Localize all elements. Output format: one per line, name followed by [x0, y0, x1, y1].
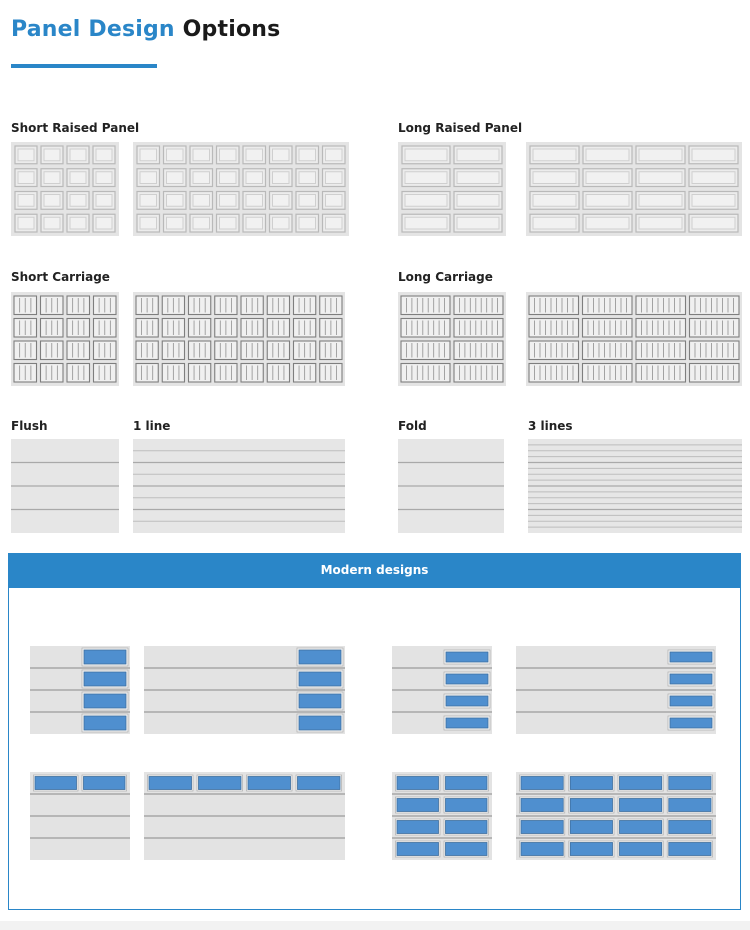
page-title: [11, 17, 280, 42]
label-long-carriage: Long Carriage: [398, 270, 493, 284]
modern-door-right-slim-windows-large: [516, 646, 716, 734]
carriage-panel-cell: [401, 319, 450, 338]
long-carriage-single-door: [398, 292, 506, 386]
modern-door-full-glass-large: [516, 772, 716, 860]
glass-window: [84, 716, 126, 730]
label-short-carriage: Short Carriage: [11, 270, 110, 284]
glass-window: [299, 694, 341, 708]
three-lines-panel-door: [528, 439, 742, 533]
glass-window: [669, 777, 711, 790]
flush-panel-door: [11, 439, 119, 533]
carriage-panel-cell: [636, 364, 686, 383]
glass-window: [670, 652, 712, 662]
glass-window: [298, 777, 341, 790]
glass-window: [149, 777, 192, 790]
modern-designs-box: [8, 588, 741, 910]
glass-window: [84, 777, 126, 790]
modern-door-right-windows-small: [30, 646, 130, 734]
glass-window: [670, 718, 712, 728]
glass-window: [35, 777, 77, 790]
one-line-panel-door: [133, 439, 345, 533]
glass-window: [521, 799, 563, 812]
glass-window: [570, 799, 612, 812]
label-long-raised-panel: Long Raised Panel: [398, 121, 523, 135]
modern-door-top-windows-small: [30, 772, 130, 860]
glass-window: [521, 777, 563, 790]
long-carriage-double-door: [526, 292, 742, 386]
glass-window: [446, 652, 488, 662]
label-3-lines: 3 lines: [528, 419, 573, 433]
carriage-panel-cell: [690, 341, 740, 360]
carriage-panel-cell: [690, 319, 740, 338]
glass-window: [299, 650, 341, 664]
carriage-panel-cell: [454, 341, 503, 360]
glass-window: [446, 718, 488, 728]
modern-door-full-glass-small: [392, 772, 492, 860]
footer-strip: [0, 921, 750, 930]
label-1-line: 1 line: [133, 419, 171, 433]
carriage-panel-cell: [636, 341, 686, 360]
glass-window: [248, 777, 291, 790]
short-carriage-single-door: [11, 292, 119, 386]
glass-window: [446, 674, 488, 684]
glass-window: [446, 843, 488, 856]
glass-window: [397, 777, 439, 790]
glass-window: [669, 843, 711, 856]
carriage-panel-cell: [583, 319, 633, 338]
glass-window: [397, 799, 439, 812]
carriage-panel-cell: [401, 341, 450, 360]
modern-door-right-windows-large: [144, 646, 345, 734]
glass-window: [570, 843, 612, 856]
glass-window: [620, 843, 662, 856]
carriage-panel-cell: [690, 364, 740, 383]
glass-window: [446, 799, 488, 812]
glass-window: [397, 821, 439, 834]
fold-panel-door: [398, 439, 504, 533]
glass-window: [620, 777, 662, 790]
label-flush: Flush: [11, 419, 48, 433]
carriage-panel-cell: [401, 364, 450, 383]
glass-window: [521, 821, 563, 834]
glass-window: [620, 799, 662, 812]
modern-door-top-windows-large: [144, 772, 345, 860]
glass-window: [84, 672, 126, 686]
long-raised-panel-double-door: [526, 142, 742, 236]
carriage-panel-cell: [636, 319, 686, 338]
modern-designs-header: Modern designs: [8, 553, 741, 588]
glass-window: [446, 696, 488, 706]
glass-window: [446, 821, 488, 834]
glass-window: [670, 674, 712, 684]
carriage-panel-cell: [690, 296, 740, 315]
carriage-panel-cell: [401, 296, 450, 315]
carriage-panel-cell: [636, 296, 686, 315]
carriage-panel-cell: [529, 296, 579, 315]
short-raised-panel-double-door: [133, 142, 349, 236]
glass-window: [199, 777, 242, 790]
glass-window: [446, 777, 488, 790]
carriage-panel-cell: [529, 341, 579, 360]
carriage-panel-cell: [583, 296, 633, 315]
label-fold: Fold: [398, 419, 427, 433]
title-underline: [11, 64, 157, 68]
glass-window: [299, 672, 341, 686]
glass-window: [620, 821, 662, 834]
glass-window: [669, 799, 711, 812]
title-accent: Panel Design: [11, 17, 175, 42]
glass-window: [669, 821, 711, 834]
glass-window: [84, 694, 126, 708]
carriage-panel-cell: [583, 364, 633, 383]
glass-window: [570, 821, 612, 834]
short-raised-panel-single-door: [11, 142, 119, 236]
carriage-panel-cell: [529, 319, 579, 338]
carriage-panel-cell: [454, 364, 503, 383]
glass-window: [299, 716, 341, 730]
glass-window: [397, 843, 439, 856]
carriage-panel-cell: [454, 319, 503, 338]
glass-window: [84, 650, 126, 664]
glass-window: [521, 843, 563, 856]
carriage-panel-cell: [529, 364, 579, 383]
short-carriage-double-door: [133, 292, 345, 386]
glass-window: [670, 696, 712, 706]
title-rest: Options: [182, 17, 281, 42]
glass-window: [570, 777, 612, 790]
carriage-panel-cell: [583, 341, 633, 360]
modern-door-right-slim-windows-small: [392, 646, 492, 734]
long-raised-panel-single-door: [398, 142, 506, 236]
label-short-raised-panel: Short Raised Panel: [11, 121, 140, 135]
carriage-panel-cell: [454, 296, 503, 315]
